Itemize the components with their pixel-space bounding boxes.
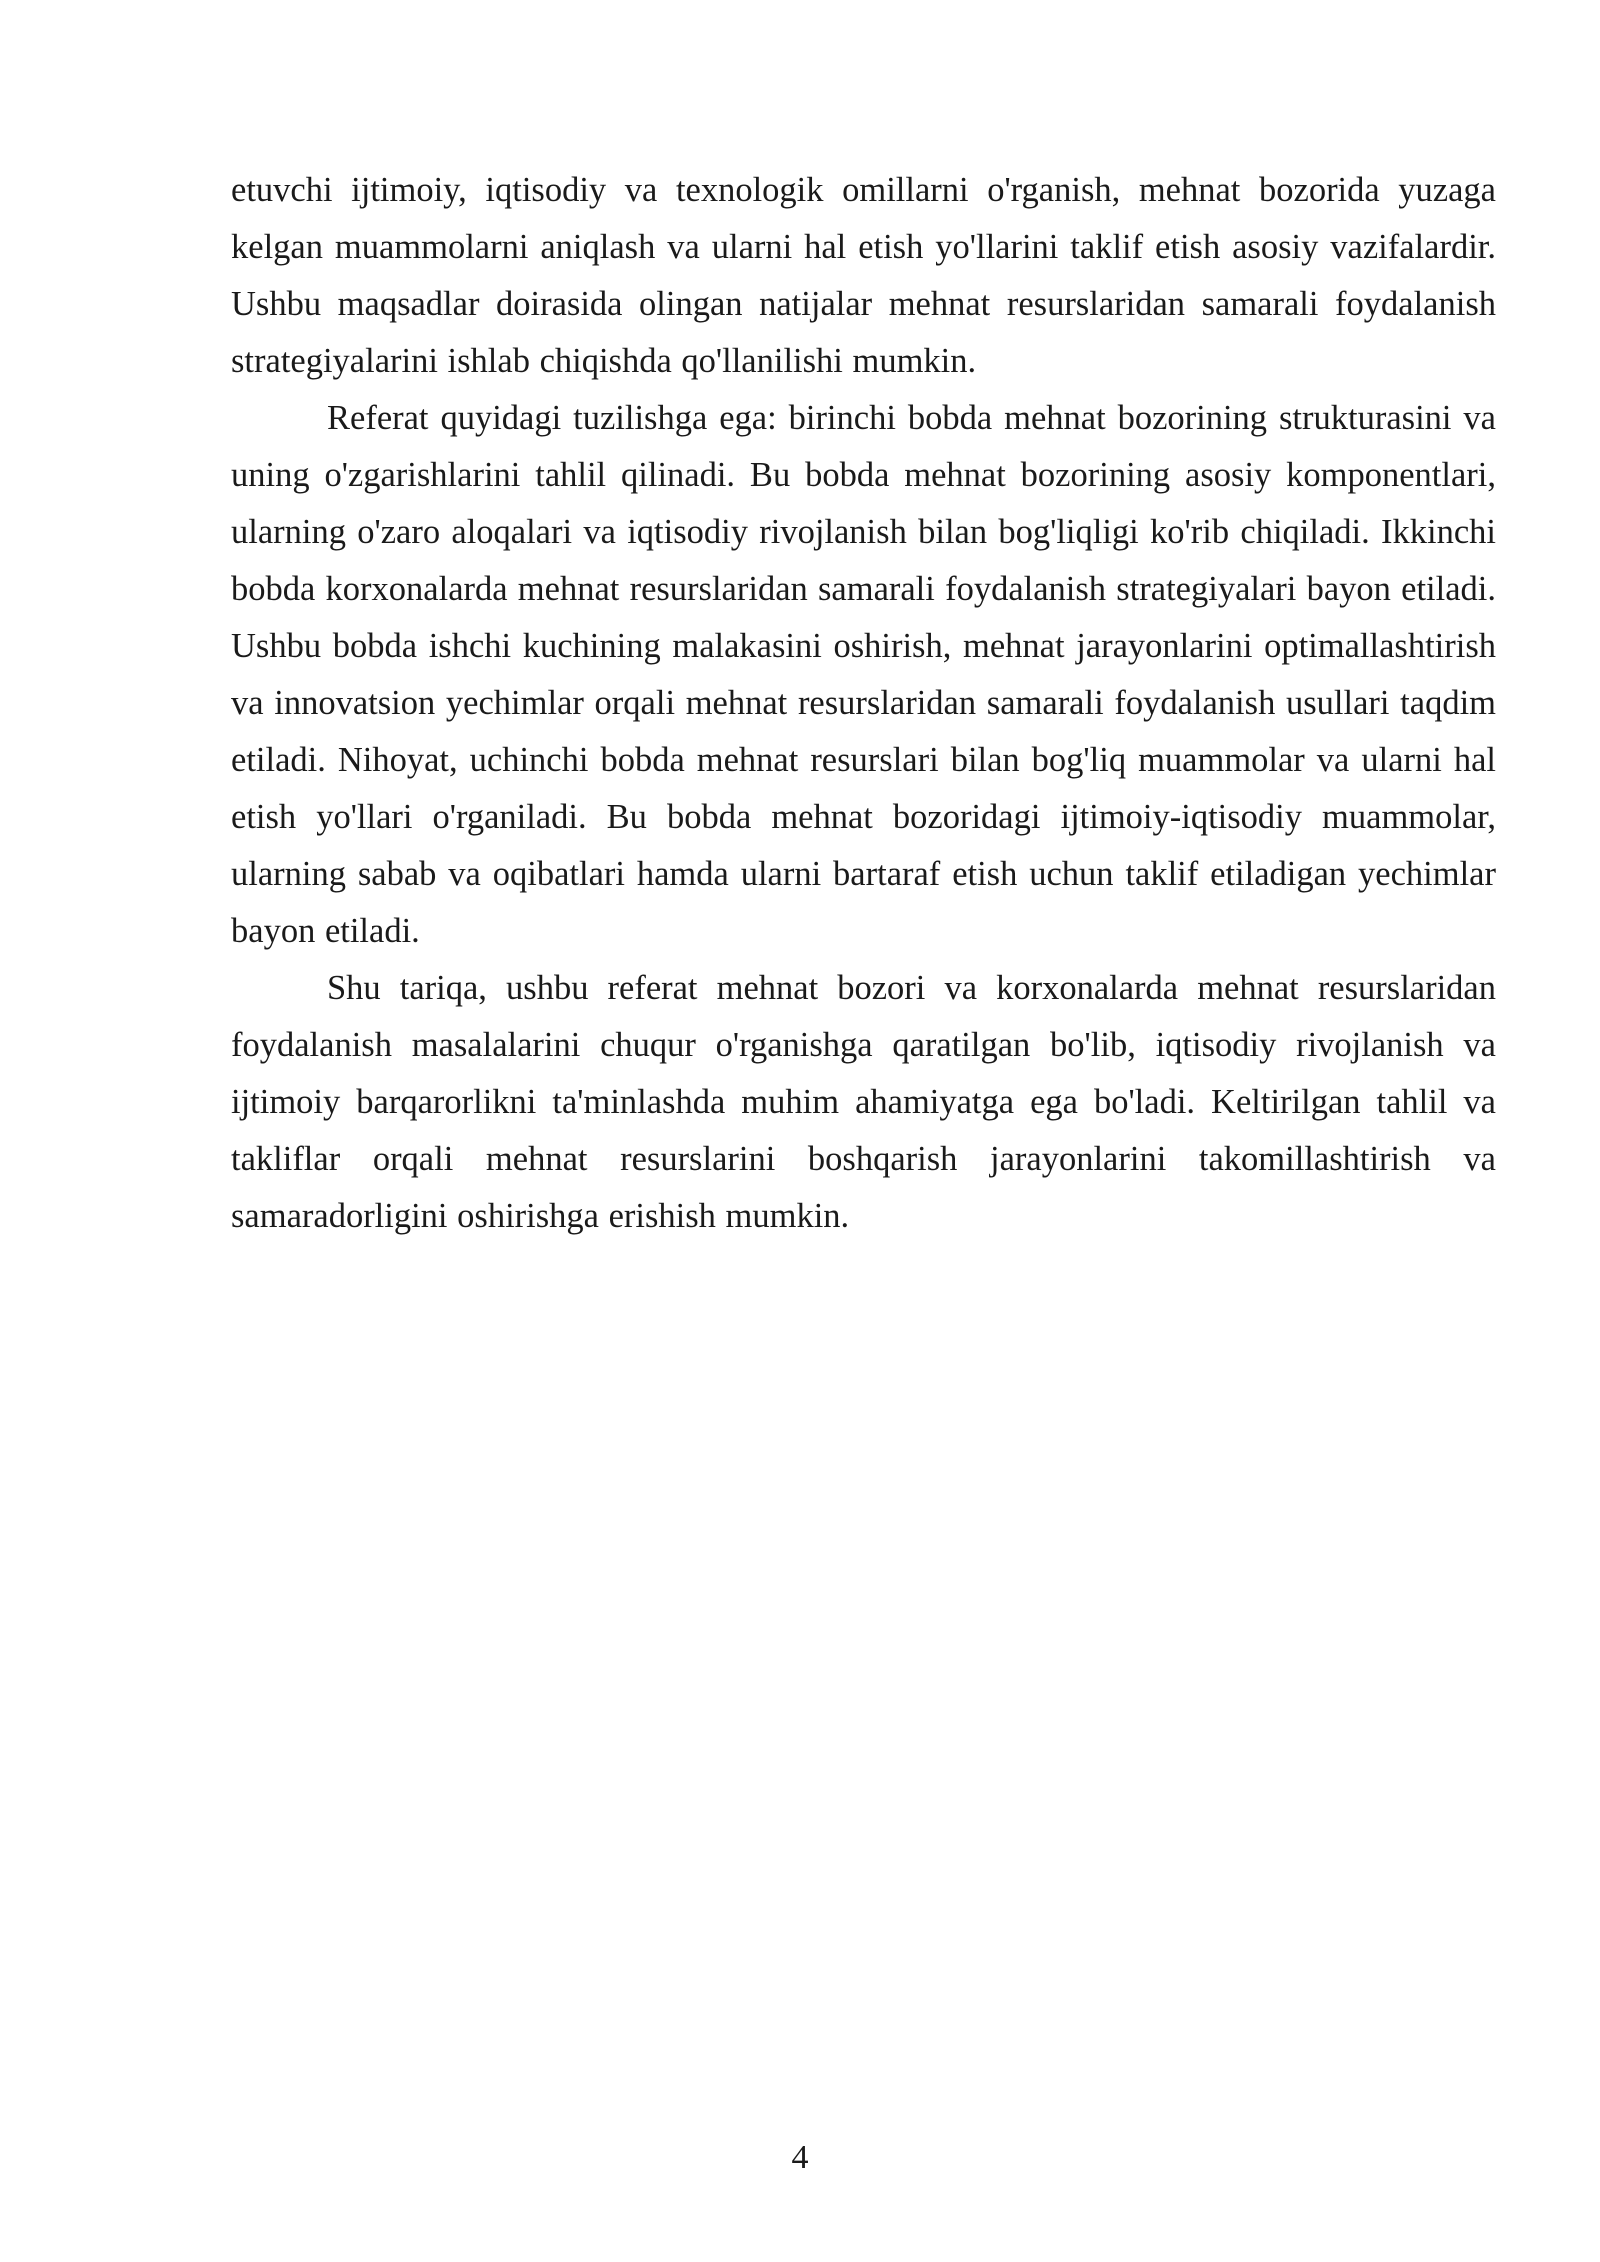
paragraph-structure: Referat quyidagi tuzilishga ega: birinchi bobda mehnat bozorining strukturasini va uning o'zgarishlarini tahlil qilinadi. Bu bobda mehnat bozorining asosiy komponentlari, ularning o'zaro aloqalari va iqtisodiy rivojlanish bilan bog'liqligi ko'rib chiqiladi. Ikkinchi bobda korxonalarda mehnat resurslaridan samarali foydalanish strategiyalari bayon etiladi. Ushbu bobda ishchi kuchining malakasini oshirish, mehnat jarayonlarini optimallashtirish va innovatsion yechimlar orqali mehnat resurslaridan samarali foydalanish usullari taqdim etiladi. Nihoyat, uchinchi bobda mehnat resurslari bilan bog'liq muammolar va ularni hal etish yo'llari o'rganiladi. Bu bobda mehnat bozoridagi ijtimoiy-iqtisodiy muammolar, ularning sabab va oqibatlari hamda ularni bartaraf etish uchun taklif etiladigan yechimlar bayon etiladi. [231,399,1496,950]
body-text [231,162,1496,1245]
paragraph-conclusion: Shu tariqa, ushbu referat mehnat bozori va korxonalarda mehnat resurslaridan foydalanish masalalarini chuqur o'rganishga qaratilgan bo'lib, iqtisodiy rivojlanish va ijtimoiy barqarorlikni ta'minlashda muhim ahamiyatga ega bo'ladi. Keltirilgan tahlil va takliflar orqali mehnat resurslarini boshqarish jarayonlarini takomillashtirish va samaradorligini oshirishga erishish mumkin. [231,969,1496,1235]
page-number: 4 [791,2139,809,2176]
paragraph-continuation: etuvchi ijtimoiy, iqtisodiy va texnologik omillarni o'rganish, mehnat bozorida yuzaga kelgan muammolarni aniqlash va ularni hal etish yo'llarini taklif etish asosiy vazifalardir. Ushbu maqsadlar doirasida olingan natijalar mehnat resurslaridan samarali foydalanish strategiyalarini ishlab chiqishda qo'llanilishi mumkin. [231,171,1496,380]
